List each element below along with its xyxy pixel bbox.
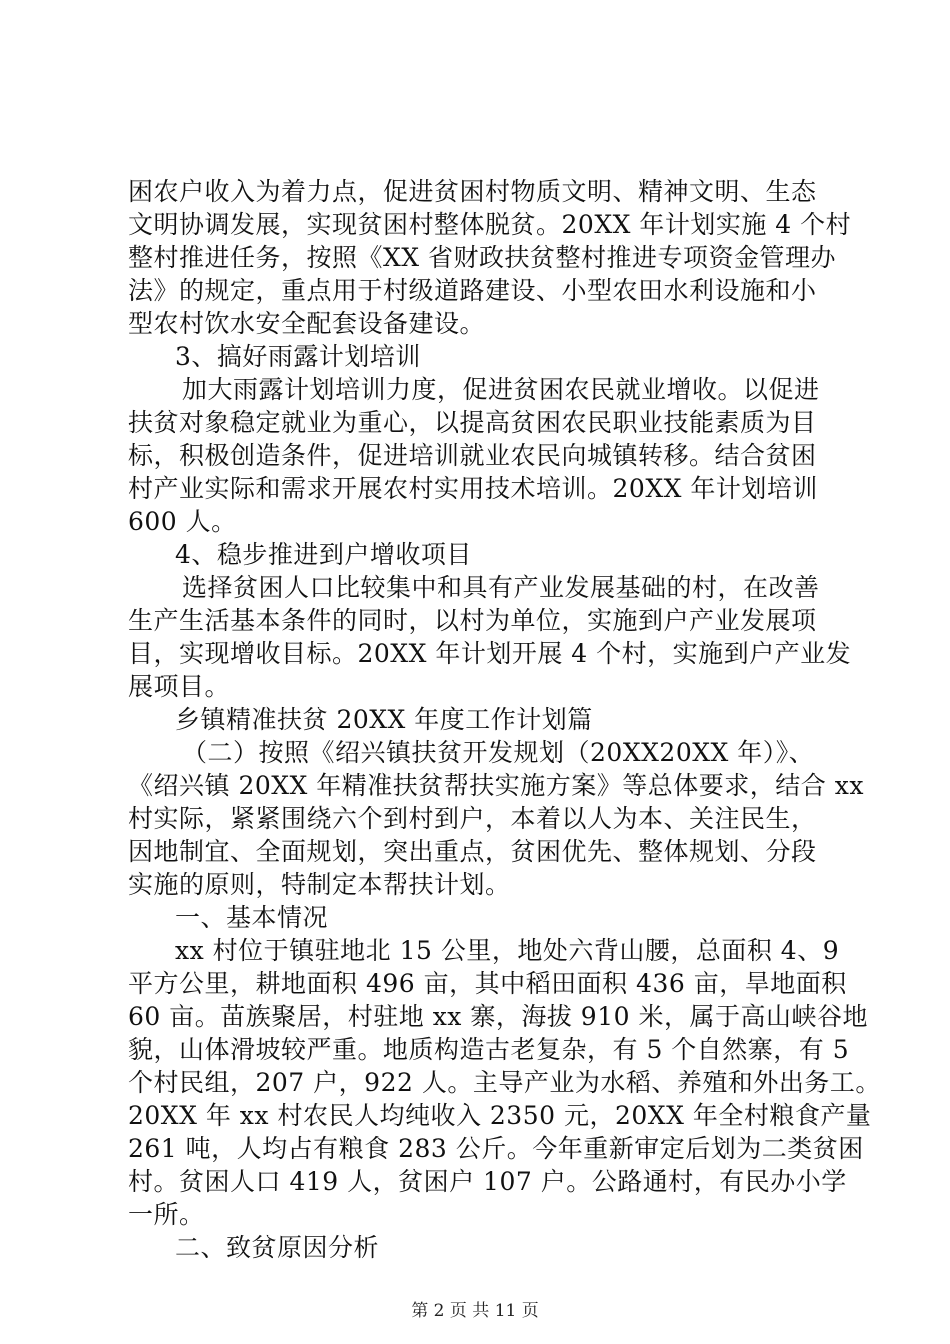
text-line: 60 亩。苗族聚居，村驻地 xx 寨，海拔 910 米，属于高山峡谷地 — [128, 1002, 868, 1031]
text-line: 20XX 年 xx 村农民人均纯收入 2350 元，20XX 年全村粮食产量 — [128, 1101, 872, 1130]
text-line: 貌，山体滑坡较严重。地质构造古老复杂，有 5 个自然寨，有 5 — [128, 1035, 850, 1064]
section-heading: 二、致贫原因分析 — [175, 1233, 380, 1262]
text-line: 整村推进任务，按照《XX 省财政扶贫整村推进专项资金管理办 — [128, 243, 837, 272]
text-line: 标，积极创造条件，促进培训就业农民向城镇转移。结合贫困 — [128, 441, 817, 470]
text-line: 实施的原则，特制定本帮扶计划。 — [128, 870, 511, 899]
text-line: 个村民组，207 户，922 人。主导产业为水稻、养殖和外出务工。 — [128, 1068, 881, 1097]
text-line: 因地制宜、全面规划，突出重点，贫困优先、整体规划、分段 — [128, 837, 817, 866]
text-line: 261 吨，人均占有粮食 283 公斤。今年重新审定后划为二类贫困 — [128, 1134, 864, 1163]
text-line: 600 人。 — [128, 507, 237, 536]
text-line: 平方公里，耕地面积 496 亩，其中稻田面积 436 亩，旱地面积 — [128, 969, 847, 998]
text-line: （二）按照《绍兴镇扶贫开发规划（20XX20XX 年）》、 — [182, 738, 815, 767]
text-line: xx 村位于镇驻地北 15 公里，地处六背山腰，总面积 4、9 — [175, 936, 840, 965]
text-line: 选择贫困人口比较集中和具有产业发展基础的村，在改善 — [182, 573, 820, 602]
text-line: 加大雨露计划培训力度，促进贫困农民就业增收。以促进 — [182, 375, 820, 404]
text-line: 型农村饮水安全配套设备建设。 — [128, 309, 486, 338]
text-line: 法》的规定，重点用于村级道路建设、小型农田水利设施和小 — [128, 276, 817, 305]
page-footer: 第 2 页 共 11 页 — [411, 1301, 539, 1321]
text-line: 《绍兴镇 20XX 年精准扶贫帮扶实施方案》等总体要求，结合 xx — [128, 771, 864, 800]
text-line: 目，实现增收目标。20XX 年计划开展 4 个村，实施到户产业发 — [128, 639, 852, 668]
section-heading: 4、稳步推进到户增收项目 — [175, 540, 472, 569]
text-line: 扶贫对象稳定就业为重心，以提高贫困农民职业技能素质为目 — [128, 408, 817, 437]
document-title-line: 乡镇精准扶贫 20XX 年度工作计划篇 — [175, 705, 593, 734]
text-line: 展项目。 — [128, 672, 231, 701]
text-line: 村。贫困人口 419 人，贫困户 107 户。公路通村，有民办小学 — [128, 1167, 847, 1196]
text-line: 文明协调发展，实现贫困村整体脱贫。20XX 年计划实施 4 个村 — [128, 210, 852, 239]
section-heading: 一、基本情况 — [175, 903, 329, 932]
text-line: 一所。 — [128, 1200, 205, 1229]
text-line: 生产生活基本条件的同时，以村为单位，实施到户产业发展项 — [128, 606, 817, 635]
text-line: 村实际，紧紧围绕六个到村到户，本着以人为本、关注民生， — [128, 804, 817, 833]
text-line: 困农户收入为着力点，促进贫困村物质文明、精神文明、生态 — [128, 177, 817, 206]
text-line: 村产业实际和需求开展农村实用技术培训。20XX 年计划培训 — [128, 474, 818, 503]
section-heading: 3、搞好雨露计划培训 — [175, 342, 421, 371]
